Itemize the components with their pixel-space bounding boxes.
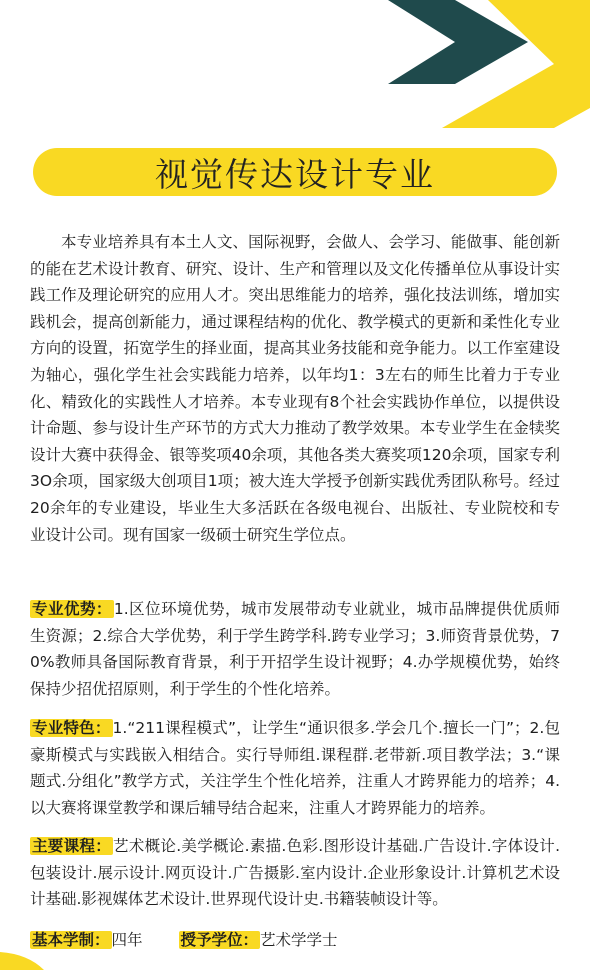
chevron-decoration-icon — [0, 0, 590, 140]
section-text: 1.“211课程模式”，让学生“通识很多.学会几个.擅长一门”；2.包豪斯模式与实践嵌入相结合。实行导师组.课程群.老带新.项目教学法；3.“课题式.分组化”教学方式，关注学生个性化培养，注重人才跨界能力的培养；4.以大赛将课堂教学和课后辅导结合起来，注重人才跨界能力的培养。 — [30, 719, 560, 817]
section-label: 主要课程： — [32, 837, 111, 855]
section-label: 专业特色： — [32, 719, 111, 737]
section-courses — [30, 833, 560, 913]
section-text: 艺术概论.美学概论.素描.色彩.图形设计基础.广告设计.字体设计.包装设计.展示设计.网页设计.广告摄影.室内设计.企业形象设计.计算机艺术设计基础.影视媒体艺术设计.世界现代设计史.书籍装帧设计等。 — [30, 837, 560, 909]
footer-info — [30, 927, 560, 953]
section-advantages — [30, 596, 560, 702]
section-features — [30, 715, 560, 821]
degree-value: 艺术学学士 — [260, 931, 338, 949]
page-title: 视觉传达设计专业 — [155, 154, 435, 194]
corner-decoration-icon — [0, 940, 60, 970]
degree-label: 授予学位： — [180, 931, 259, 949]
section-text: 1.区位环境优势，城市发展带动专业就业，城市品牌提供优质师生资源；2.综合大学优势，利于学生跨学科.跨专业学习；3.师资背景优势，70%教师具备国际教育背景，利于开招学生设计视野；4.办学规模优势，始终保持少招优招原则，利于学生的个性化培养。 — [30, 600, 560, 698]
intro-paragraph: 本专业培养具有本土人文、国际视野，会做人、会学习、能做事、能创新的能在艺术设计教育、研究、设计、生产和管理以及文化传播单位从事设计实践工作及理论研究的应用人才。突出思维能力的培养，强化技法训练，增加实践机会，提高创新能力，通过课程结构的优化、教学模式的更新和柔性化专业方向的设置，拓宽学生的择业面，提高其业务技能和竞争能力。以工作室建设为轴心，强化学生社会实践能力培养，以年均1：3左右的师生比着力于专业化、精致化的实践性人才培养。本专业现有8个社会实践协作单位，以提供设计命题、参与设计生产环节的方式大力推动了教学效果。本专业学生在金犊奖设计大赛中获得金、银等奖项40余项，其他各类大赛奖项120余项，国家专利3O余项，国家级大创项目1项；被大连大学授予创新实践优秀团队称号。经过20余年的专业建设，毕业生大多活跃在各级电视台、出版社、专业院校和专业设计公司。现有国家一级硕士研究生学位点。 — [30, 233, 560, 544]
title-banner — [33, 148, 557, 196]
duration-label: 基本学制： — [32, 931, 110, 949]
section-label: 专业优势： — [32, 600, 112, 618]
duration-value: 四年 — [111, 931, 143, 949]
